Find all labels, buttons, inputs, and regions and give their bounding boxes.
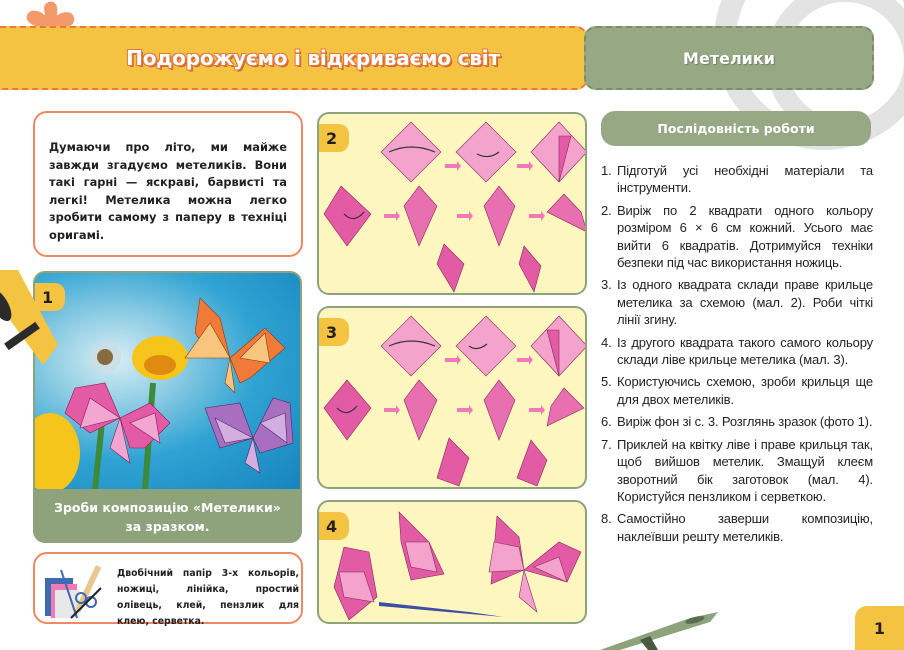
sample-photo (33, 271, 302, 543)
step-item: 1. Підготуй усі необхідні матеріали та інструменти. (601, 163, 873, 196)
glue-diagram (319, 502, 587, 624)
section-title: Подорожуємо і відкриваємо світ (126, 46, 500, 70)
decorative-crayon-icon (0, 270, 68, 370)
photo-number-badge: 1 (35, 283, 65, 311)
photo-caption (35, 489, 300, 543)
step-item: 6. Виріж фон зі с. 3. Розглянь зразок (фото 1). (601, 414, 873, 430)
sequence-header: Послідовність роботи (601, 111, 871, 146)
materials-box (33, 552, 303, 627)
photo-illustration (35, 273, 302, 489)
decorative-crayon-bottom-icon (600, 610, 720, 650)
materials-text: Двобічний папір 3-х кольорів, ножиці, лінійка, простий олівець, клей, пензлик для клею, серветка. (117, 568, 299, 627)
photo-background (35, 273, 300, 489)
step-item: 5. Користуючись схемою, зроби крильця ще для двох метеликів. (601, 374, 873, 407)
steps-list (601, 162, 873, 550)
diagram-number-badge: 3 (319, 318, 349, 346)
step-item: 7. Приклей на квітку ліве і праве крильця так, щоб вийшов метелик. Змащуй клеєм зворотний бік заготовок (мал. 4). Користуйся пензликом і серветкою. (601, 436, 873, 504)
section-header (0, 26, 588, 90)
materials-illustration-icon (41, 560, 111, 620)
step-item: 2. Виріж по 2 квадрати одного кольору розміром 6 × 6 см кожний. Усього має вийти 6 квадратів. Дотримуйся техніки безпеки під час використання ножиць. (601, 202, 873, 271)
fold-diagram-right-wing (319, 114, 587, 295)
intro-text: Думаючи про літо, ми майже завжди згадуємо метеликів. Вони такі гарні — яскраві, барвисті та легкі! Метелика можна легко зробити самому з паперу в техніці оригамі. (49, 140, 287, 242)
diagram-panel-3 (317, 306, 587, 489)
diagram-panel-4 (317, 500, 587, 624)
diagram-number-badge: 4 (319, 512, 349, 540)
diagram-number-badge: 2 (319, 124, 349, 152)
step-item: 8. Самостійно заверши композицію, наклеївши решту метеликів. (601, 511, 873, 544)
page-number: 1 (855, 606, 904, 650)
topic-title: Метелики (683, 48, 775, 68)
step-item: 4. Із другого квадрата такого самого кольору склади ліве крильце метелика (мал. 3). (601, 334, 873, 368)
photo-caption-line1: Зроби композицію «Метелики» (54, 500, 281, 515)
topic-header (584, 26, 874, 90)
diagram-panel-2 (317, 112, 587, 295)
step-item: 3. Із одного квадрата склади праве крильце метелика за схемою (мал. 2). Роби чіткі лінії згину. (601, 277, 873, 328)
photo-caption-line2: за зразком. (125, 519, 210, 534)
fold-diagram-left-wing (319, 308, 587, 489)
intro-box (33, 111, 303, 257)
